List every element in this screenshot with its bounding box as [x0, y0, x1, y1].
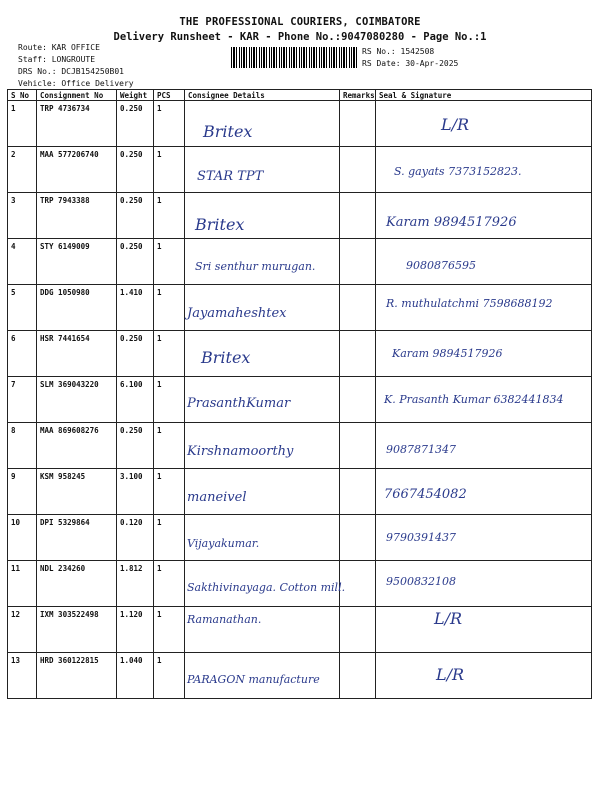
row-consignment-no: IXM 303522498 — [37, 607, 117, 653]
row-sno: 7 — [8, 377, 37, 423]
row-remarks — [340, 607, 376, 653]
vehicle-label: Vehicle: Office Delivery — [18, 79, 134, 88]
rs-number: RS No.: 1542508 — [362, 47, 435, 56]
table-row — [8, 101, 592, 147]
table-row — [8, 423, 592, 469]
row-sno: 2 — [8, 147, 37, 193]
row-seal-cell — [376, 193, 592, 239]
row-remarks — [340, 423, 376, 469]
table-row — [8, 239, 592, 285]
row-weight: 1.040 — [117, 653, 154, 699]
row-weight: 0.250 — [117, 239, 154, 285]
signature-handwriting: 9080876595 — [406, 259, 476, 272]
row-sno: 5 — [8, 285, 37, 331]
table-row — [8, 607, 592, 653]
row-seal-cell — [376, 147, 592, 193]
signature-handwriting: K. Prasanth Kumar 6382441834 — [384, 393, 564, 406]
row-seal-cell — [376, 101, 592, 147]
row-pcs: 1 — [154, 285, 185, 331]
row-pcs: 1 — [154, 653, 185, 699]
row-seal-cell — [376, 239, 592, 285]
row-sno: 13 — [8, 653, 37, 699]
consignee-handwriting: PARAGON manufacture — [187, 673, 320, 686]
consignee-handwriting: Jayamaheshtex — [187, 306, 287, 321]
signature-handwriting: S. gayats 7373152823. — [394, 165, 522, 178]
row-consignment-no: NDL 234260 — [37, 561, 117, 607]
row-consignee-cell — [185, 607, 340, 653]
row-consignee-cell — [185, 561, 346, 607]
signature-handwriting: Karam 9894517926 — [386, 215, 517, 230]
row-consignment-no: TRP 4736734 — [37, 101, 117, 147]
row-remarks — [340, 653, 376, 699]
signature-handwriting: L/R — [434, 609, 463, 628]
row-consignee-cell — [185, 239, 340, 285]
consignee-handwriting: maneivel — [187, 490, 247, 505]
row-seal-cell — [376, 607, 592, 653]
row-sno: 11 — [8, 561, 37, 607]
row-consignee-cell — [185, 377, 340, 423]
consignee-handwriting: STAR TPT — [197, 169, 264, 184]
row-remarks — [340, 331, 376, 377]
row-pcs: 1 — [154, 331, 185, 377]
table-row — [8, 331, 592, 377]
consignee-handwriting: Kirshnamoorthy — [187, 444, 294, 459]
table-header — [8, 90, 592, 101]
row-consignment-no: KSM 958245 — [37, 469, 117, 515]
row-consignee-cell — [185, 147, 340, 193]
row-pcs: 1 — [154, 423, 185, 469]
table-row — [8, 653, 592, 699]
table-row — [8, 561, 592, 607]
row-seal-cell — [376, 331, 592, 377]
row-pcs: 1 — [154, 101, 185, 147]
runsheet-title: Delivery Runsheet - KAR - Phone No.:9047080280 - Page No.:1 — [113, 31, 487, 43]
row-remarks — [340, 285, 376, 331]
col-consignment: Consignment No — [37, 90, 117, 101]
barcode-image — [231, 47, 357, 68]
row-weight: 0.250 — [117, 331, 154, 377]
row-consignee-cell — [185, 469, 340, 515]
row-remarks — [340, 377, 376, 423]
meta-right — [362, 46, 458, 70]
signature-handwriting: 9500832108 — [386, 575, 456, 588]
row-sno: 9 — [8, 469, 37, 515]
row-consignee-cell — [185, 515, 340, 561]
consignee-handwriting: Britex — [195, 215, 245, 234]
row-weight: 0.250 — [117, 101, 154, 147]
row-seal-cell — [376, 515, 592, 561]
consignee-handwriting: Britex — [203, 122, 253, 141]
row-pcs: 1 — [154, 469, 185, 515]
row-remarks — [340, 515, 376, 561]
signature-handwriting: 9790391437 — [386, 531, 456, 544]
route-label: Route: KAR OFFICE — [18, 43, 100, 52]
meta-left — [18, 42, 134, 90]
row-weight: 1.812 — [117, 561, 154, 607]
row-weight: 1.410 — [117, 285, 154, 331]
row-consignment-no: DDG 1050980 — [37, 285, 117, 331]
consignee-handwriting: Britex — [201, 348, 251, 367]
row-consignment-no: HSR 7441654 — [37, 331, 117, 377]
row-weight: 0.250 — [117, 193, 154, 239]
signature-handwriting: L/R — [441, 115, 470, 134]
row-consignment-no: STY 6149009 — [37, 239, 117, 285]
table-row — [8, 285, 592, 331]
col-sno: S No — [8, 90, 37, 101]
row-consignee-cell — [185, 101, 340, 147]
row-weight: 6.100 — [117, 377, 154, 423]
signature-handwriting: Karam 9894517926 — [392, 347, 503, 360]
table-row — [8, 147, 592, 193]
row-weight: 1.120 — [117, 607, 154, 653]
row-pcs: 1 — [154, 239, 185, 285]
table-row — [8, 377, 592, 423]
row-consignee-cell — [185, 653, 340, 699]
row-consignment-no: SLM 369043220 — [37, 377, 117, 423]
row-sno: 6 — [8, 331, 37, 377]
consignee-handwriting: Vijayakumar. — [187, 537, 260, 550]
row-seal-cell — [376, 653, 592, 699]
row-pcs: 1 — [154, 147, 185, 193]
row-seal-cell — [376, 285, 592, 331]
company-name: THE PROFESSIONAL COURIERS, COIMBATORE — [179, 16, 421, 28]
col-weight: Weight — [117, 90, 154, 101]
row-weight: 3.100 — [117, 469, 154, 515]
staff-label: Staff: LONGROUTE — [18, 55, 96, 64]
row-sno: 12 — [8, 607, 37, 653]
row-pcs: 1 — [154, 377, 185, 423]
row-seal-cell — [376, 469, 592, 515]
consignee-handwriting: Sakthivinayaga. Cotton mill. — [187, 581, 346, 594]
signature-handwriting: 9087871347 — [386, 443, 456, 456]
row-consignment-no: MAA 577206740 — [37, 147, 117, 193]
row-remarks — [340, 147, 376, 193]
row-seal-cell — [376, 377, 592, 423]
row-seal-cell — [376, 423, 592, 469]
table-row — [8, 469, 592, 515]
row-remarks — [340, 469, 376, 515]
row-consignee-cell — [185, 331, 340, 377]
consignee-handwriting: Sri senthur murugan. — [195, 260, 316, 273]
col-remarks: Remarks — [340, 90, 376, 101]
row-consignment-no: DPI 5329864 — [37, 515, 117, 561]
row-consignee-cell — [185, 423, 340, 469]
col-consignee: Consignee Details — [185, 90, 340, 101]
row-consignee-cell — [185, 285, 340, 331]
row-pcs: 1 — [154, 193, 185, 239]
row-consignee-cell — [185, 193, 340, 239]
row-seal-cell — [376, 561, 592, 607]
table-row — [8, 193, 592, 239]
row-consignment-no: MAA 869608276 — [37, 423, 117, 469]
row-sno: 1 — [8, 101, 37, 147]
row-remarks — [340, 101, 376, 147]
row-sno: 4 — [8, 239, 37, 285]
row-pcs: 1 — [154, 515, 185, 561]
drs-number: DRS No.: DCJB154250B01 — [18, 67, 124, 76]
signature-handwriting: 7667454082 — [384, 487, 467, 502]
row-sno: 10 — [8, 515, 37, 561]
table-row — [8, 515, 592, 561]
row-weight: 0.120 — [117, 515, 154, 561]
row-weight: 0.250 — [117, 147, 154, 193]
delivery-table — [7, 89, 592, 699]
row-sno: 8 — [8, 423, 37, 469]
consignee-handwriting: PrasanthKumar — [187, 396, 291, 411]
row-consignment-no: HRD 360122815 — [37, 653, 117, 699]
signature-handwriting: L/R — [436, 665, 465, 684]
rs-date: RS Date: 30-Apr-2025 — [362, 59, 459, 68]
row-pcs: 1 — [154, 561, 185, 607]
row-weight: 0.250 — [117, 423, 154, 469]
row-sno: 3 — [8, 193, 37, 239]
col-pcs: PCS — [154, 90, 185, 101]
row-pcs: 1 — [154, 607, 185, 653]
signature-handwriting: R. muthulatchmi 7598688192 — [386, 297, 553, 310]
consignee-handwriting: Ramanathan. — [187, 613, 262, 626]
row-remarks — [340, 193, 376, 239]
col-seal: Seal & Signature — [376, 90, 592, 101]
row-remarks — [340, 239, 376, 285]
row-consignment-no: TRP 7943388 — [37, 193, 117, 239]
